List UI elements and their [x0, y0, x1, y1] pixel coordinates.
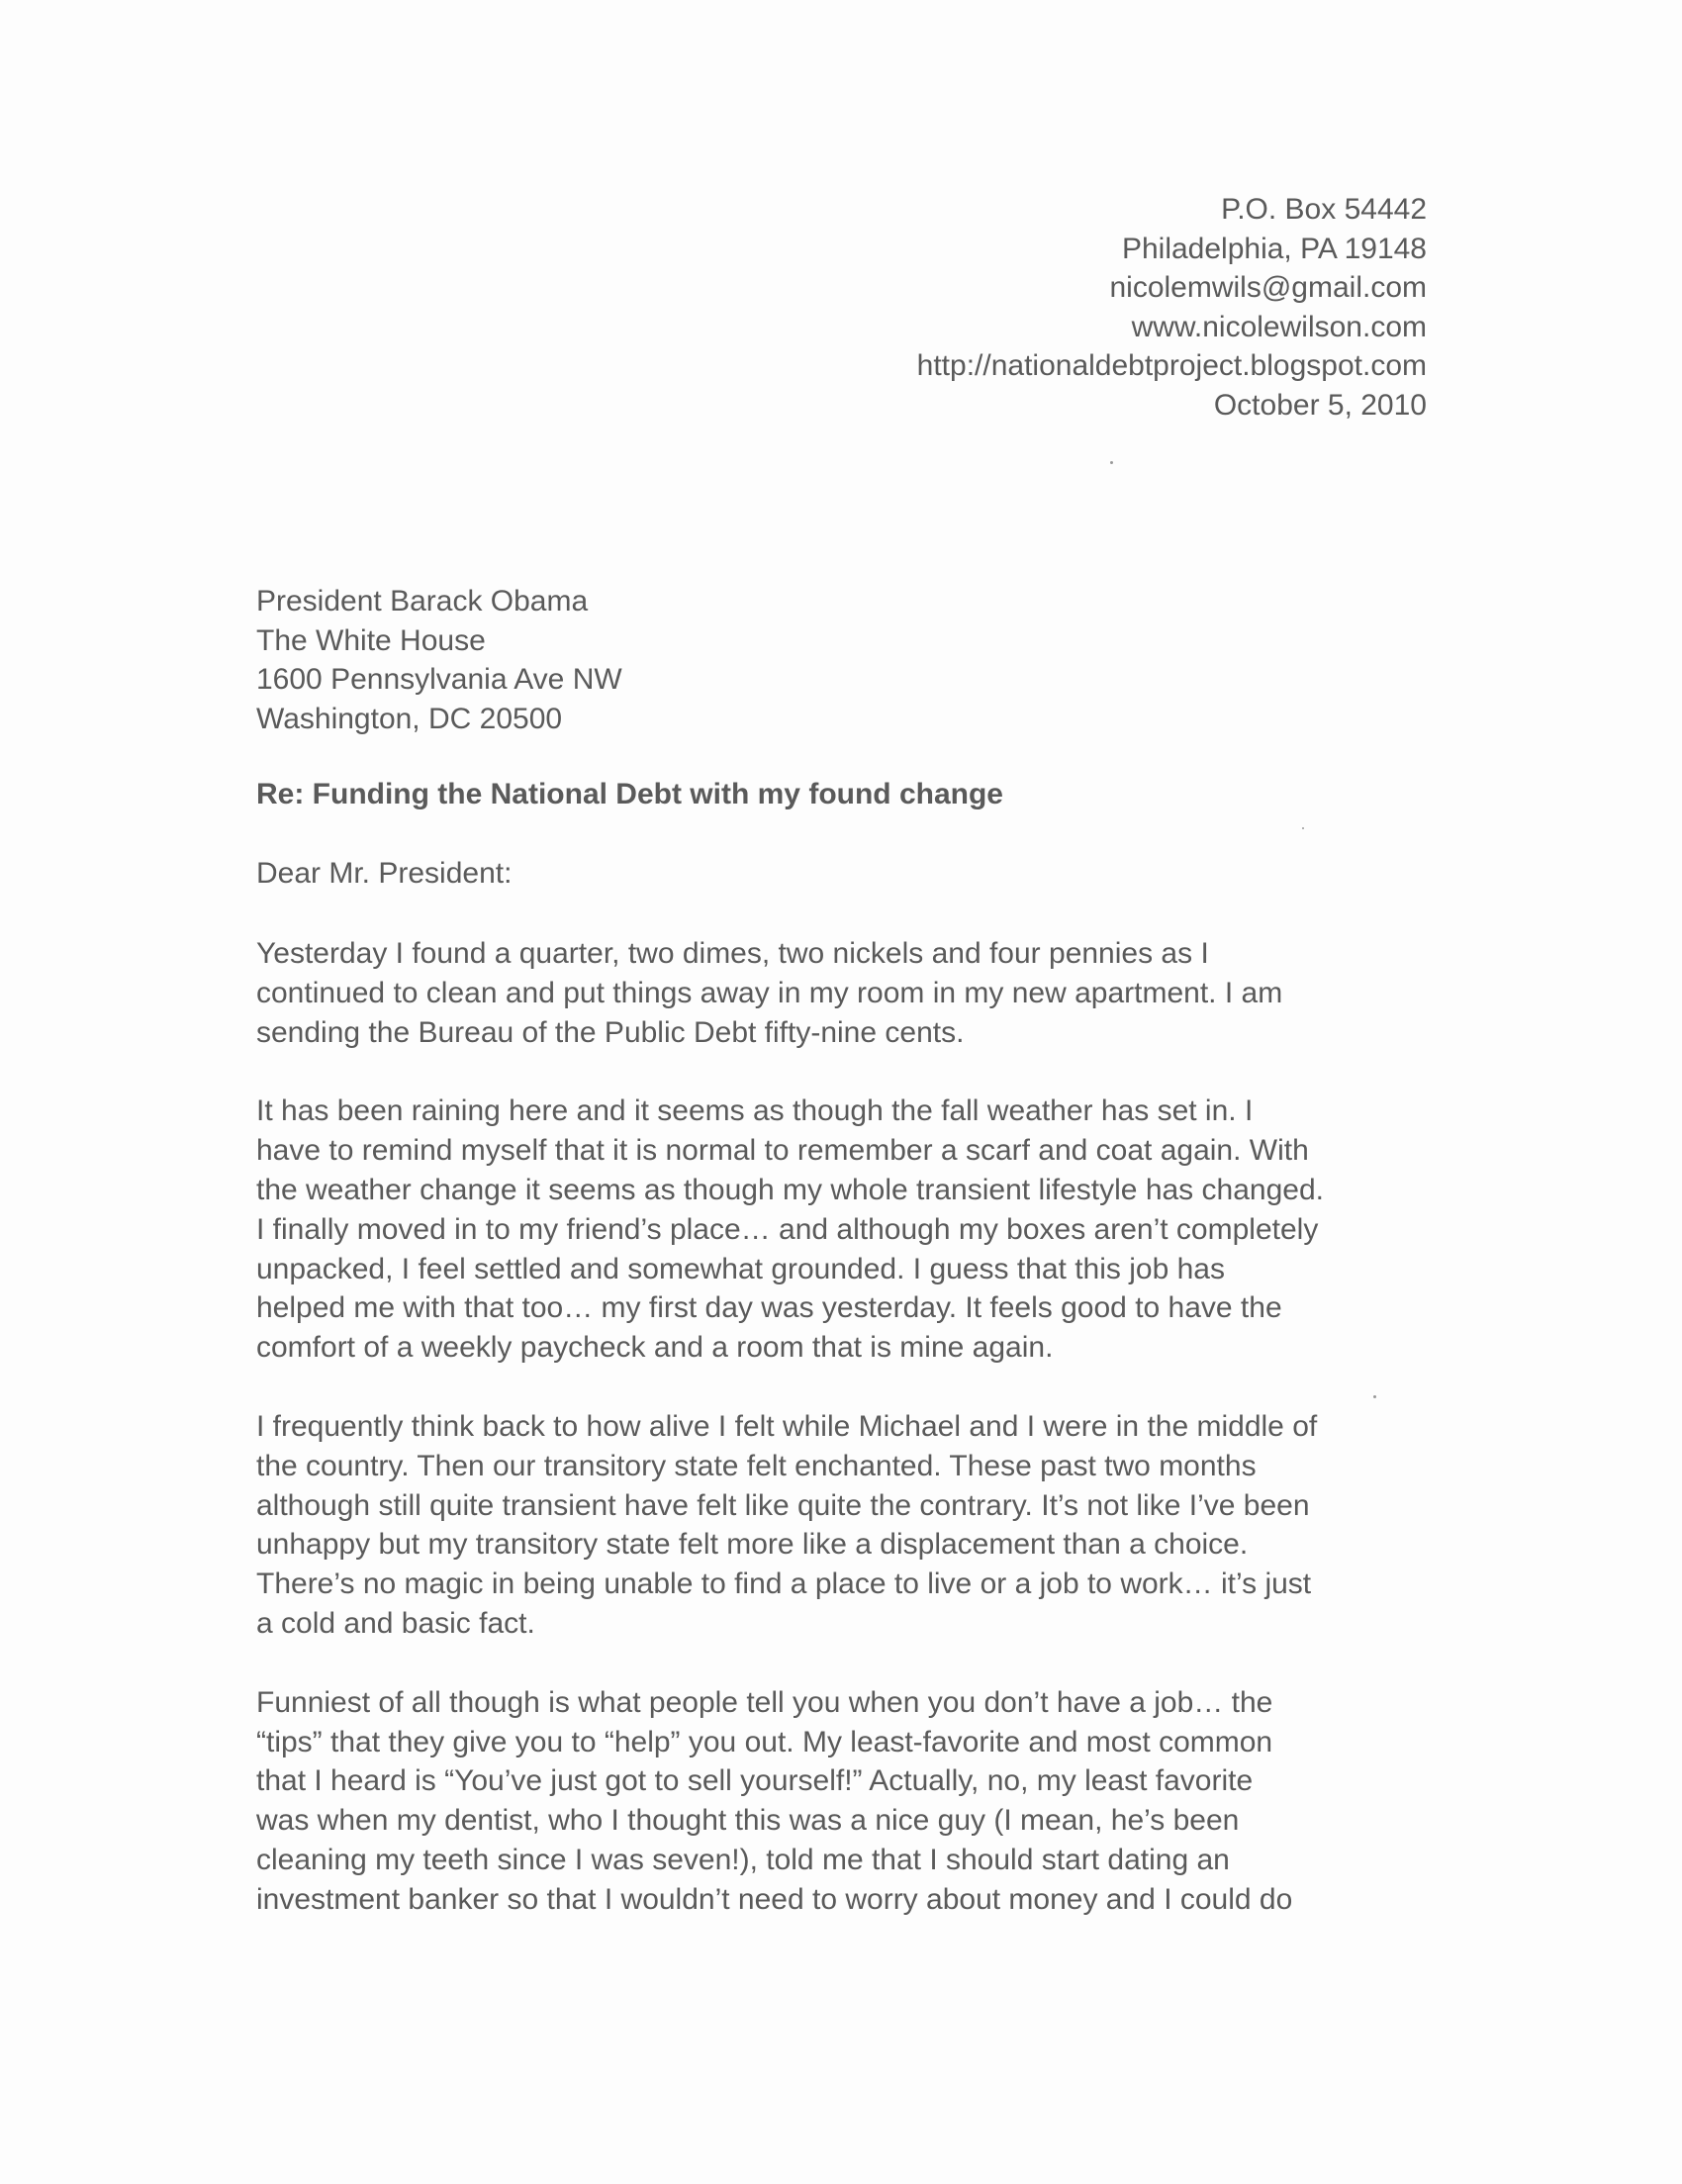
- sender-email: nicolemwils@gmail.com: [1109, 271, 1427, 304]
- paragraph-line: investment banker so that I wouldn’t need to worry about money and I could do: [256, 1882, 1293, 1916]
- body-paragraph-4: [256, 1683, 1444, 1920]
- scan-speck: [1302, 827, 1304, 829]
- scan-speck: [1373, 1395, 1376, 1398]
- body-paragraph-3: [256, 1407, 1444, 1644]
- paragraph-line: helped me with that too… my first day was yesterday. It feels good to have the: [256, 1291, 1282, 1325]
- body-paragraph-1: [256, 934, 1444, 1052]
- paragraph-line: There’s no magic in being unable to find a place to live or a job to work… it’s just: [256, 1567, 1312, 1601]
- scan-speck: [1110, 461, 1113, 464]
- recipient-street: 1600 Pennsylvania Ave NW: [256, 663, 622, 696]
- salutation: Dear Mr. President:: [256, 857, 513, 890]
- paragraph-line: a cold and basic fact.: [256, 1606, 535, 1640]
- paragraph-line: cleaning my teeth since I was seven!), told me that I should start dating an: [256, 1843, 1230, 1876]
- paragraph-line: was when my dentist, who I thought this was a nice guy (I mean, he’s been: [256, 1804, 1240, 1838]
- paragraph-line: I frequently think back to how alive I felt while Michael and I were in the middle of: [256, 1409, 1318, 1443]
- sender-blog-url: http://nationaldebtproject.blogspot.com: [916, 349, 1427, 382]
- recipient-address-block: [256, 582, 622, 738]
- letter-date: October 5, 2010: [1213, 388, 1427, 422]
- recipient-organization: The White House: [256, 623, 486, 657]
- sender-website: www.nicolewilson.com: [1131, 310, 1427, 343]
- paragraph-line: comfort of a weekly paycheck and a room that is mine again.: [256, 1331, 1054, 1365]
- paragraph-line: continued to clean and put things away in my room in my new apartment. I am: [256, 976, 1283, 1009]
- paragraph-line: the weather change it seems as though my whole transient lifestyle has changed.: [256, 1173, 1324, 1206]
- paragraph-line: It has been raining here and it seems as though the fall weather has set in. I: [256, 1094, 1254, 1128]
- letter-body: [256, 934, 1444, 1959]
- paragraph-line: have to remind myself that it is normal to remember a scarf and coat again. With: [256, 1134, 1309, 1168]
- paragraph-line: sending the Bureau of the Public Debt fifty-nine cents.: [256, 1015, 965, 1049]
- paragraph-line: “tips” that they give you to “help” you out. My least-favorite and most common: [256, 1725, 1273, 1758]
- sender-address-block: [917, 190, 1427, 425]
- paragraph-line: unpacked, I feel settled and somewhat grounded. I guess that this job has: [256, 1252, 1225, 1285]
- paragraph-line: that I heard is “You’ve just got to sell yourself!” Actually, no, my least favorite: [256, 1764, 1254, 1798]
- sender-city-state-zip: Philadelphia, PA 19148: [1121, 232, 1427, 265]
- recipient-name: President Barack Obama: [256, 585, 589, 617]
- subject-line: Re: Funding the National Debt with my found change: [256, 778, 1003, 810]
- body-paragraph-2: [256, 1092, 1444, 1368]
- sender-po-box: P.O. Box 54442: [1221, 193, 1427, 226]
- recipient-city-state-zip: Washington, DC 20500: [256, 702, 563, 735]
- paragraph-line: Yesterday I found a quarter, two dimes, two nickels and four pennies as I: [256, 937, 1209, 970]
- paragraph-line: although still quite transient have felt like quite the contrary. It’s not like I’ve been: [256, 1488, 1310, 1522]
- paragraph-line: unhappy but my transitory state felt more like a displacement than a choice.: [256, 1528, 1249, 1562]
- paragraph-line: Funniest of all though is what people tell you when you don’t have a job… the: [256, 1685, 1273, 1719]
- paragraph-line: I finally moved in to my friend’s place… and although my boxes aren’t completely: [256, 1212, 1319, 1246]
- paragraph-line: the country. Then our transitory state felt enchanted. These past two months: [256, 1449, 1257, 1482]
